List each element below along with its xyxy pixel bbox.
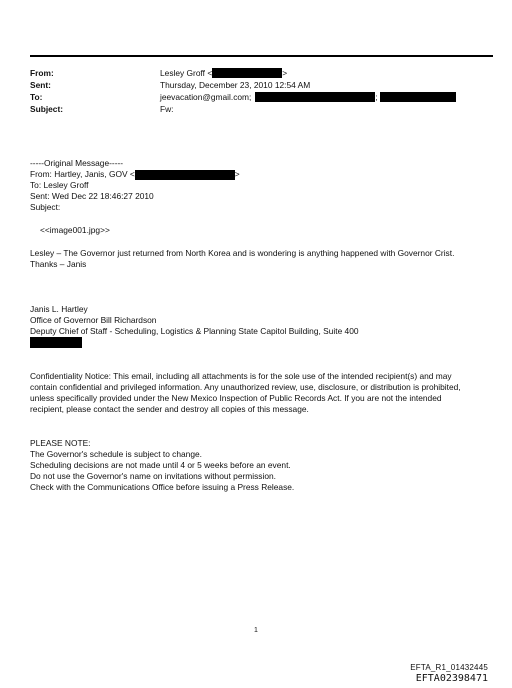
- from-value: Lesley Groff <: [160, 67, 213, 78]
- subject-value: Fw:: [160, 103, 174, 114]
- notice-line: unless specifically provided under the New Mexico Inspection of Public Records Act. If you are not the intended: [30, 393, 442, 403]
- confidentiality-notice: [30, 371, 493, 415]
- to-value: jeevacation@gmail.com;: [160, 91, 252, 102]
- notice-line: contain confidential and privileged information. Any unauthorized review, use, disclosure, or distribution is prohibited,: [30, 382, 461, 392]
- original-from-close: >: [234, 169, 240, 179]
- original-to: To: Lesley Groff: [30, 180, 89, 190]
- notice-line: Confidentiality Notice: This email, including all attachments is for the sole use of the intended recipient(s) and may: [30, 371, 452, 381]
- image-ref-text: <<image001.jpg>>: [40, 225, 110, 235]
- redaction-box: [30, 337, 82, 348]
- sent-row: [30, 79, 493, 91]
- note-line: Scheduling decisions are not made until 4 or 5 weeks before an event.: [30, 460, 291, 470]
- original-sent: Sent: Wed Dec 22 18:46:27 2010: [30, 191, 154, 201]
- signature-name: Janis L. Hartley: [30, 304, 88, 314]
- redaction-box: [380, 92, 456, 102]
- image-reference: [40, 225, 503, 236]
- note-heading: PLEASE NOTE:: [30, 438, 91, 448]
- page-number: 1: [254, 627, 258, 634]
- to-label: To:: [30, 91, 43, 102]
- from-row: [30, 67, 493, 79]
- email-header: [30, 67, 493, 115]
- note-line: The Governor's schedule is subject to change.: [30, 449, 202, 459]
- sent-label: Sent:: [30, 79, 51, 90]
- original-from: From: Hartley, Janis, GOV <: [30, 169, 135, 179]
- signature-office: Office of Governor Bill Richardson: [30, 315, 157, 325]
- note-line: Do not use the Governor's name on invitations without permission.: [30, 471, 276, 481]
- signature-title: Deputy Chief of Staff - Scheduling, Logistics & Planning State Capitol Building, Suite 400: [30, 326, 359, 336]
- from-close: >: [282, 67, 288, 78]
- message-body: [30, 248, 493, 270]
- redaction-box: [212, 68, 282, 78]
- original-message-header: [30, 158, 493, 213]
- please-note: [30, 438, 493, 493]
- header-rule: [30, 55, 493, 57]
- message-line: Lesley – The Governor just returned from North Korea and is wondering is anything happened with Governor Crist.: [30, 248, 455, 258]
- bates-number-2: EFTA02398471: [415, 673, 488, 684]
- to-separator: ;: [375, 91, 378, 102]
- original-subject: Subject:: [30, 202, 61, 212]
- sent-value: Thursday, December 23, 2010 12:54 AM: [160, 79, 311, 90]
- message-line: Thanks – Janis: [30, 259, 87, 269]
- subject-label: Subject:: [30, 103, 64, 114]
- redaction-box: [135, 170, 235, 180]
- redaction-box: [255, 91, 378, 102]
- note-line: Check with the Communications Office before issuing a Press Release.: [30, 482, 295, 492]
- from-label: From:: [30, 67, 54, 78]
- subject-row: [30, 103, 493, 115]
- bates-number-1: EFTA_R1_01432445: [410, 663, 488, 672]
- to-row: [30, 91, 493, 103]
- signature-block: [30, 304, 493, 348]
- original-divider: -----Original Message-----: [30, 158, 124, 168]
- notice-line: recipient, please contact the sender and destroy all copies of this message.: [30, 404, 309, 414]
